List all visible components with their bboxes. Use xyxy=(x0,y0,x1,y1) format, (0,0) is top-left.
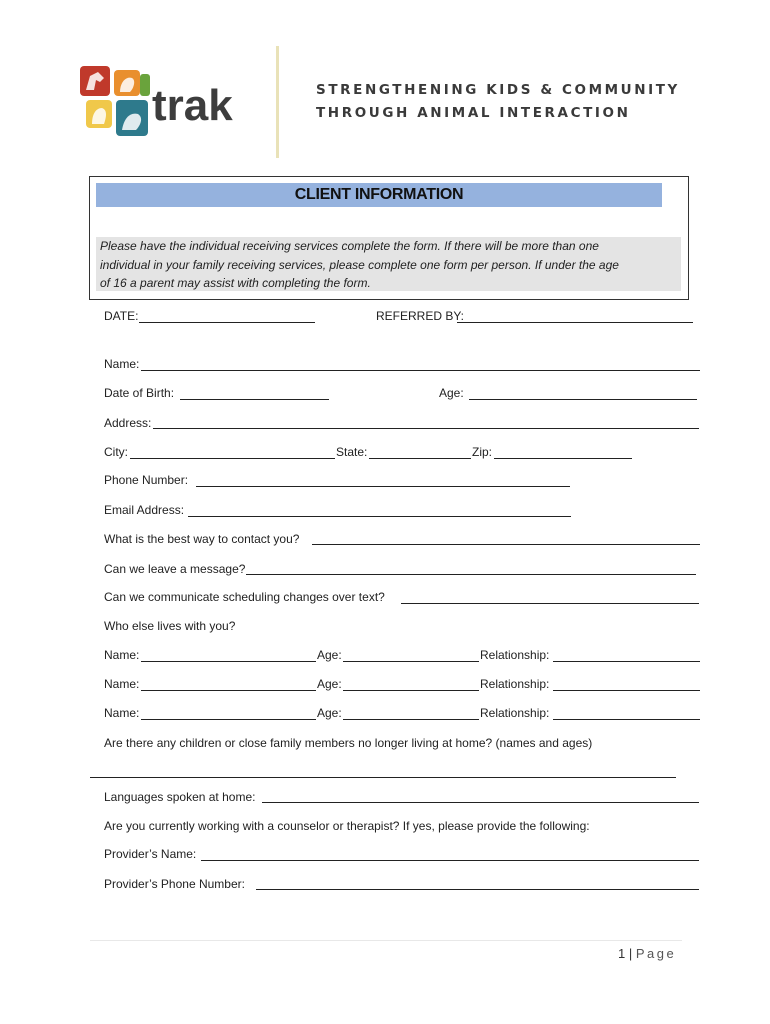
phone-field[interactable] xyxy=(196,486,570,487)
household-age-label: Age: xyxy=(317,648,342,662)
provider-name-field[interactable] xyxy=(201,860,699,861)
contact-way-label: What is the best way to contact you? xyxy=(104,532,300,546)
counselor-question-label: Are you currently working with a counselor or therapist? If yes, please provide the following: xyxy=(104,819,590,833)
household-relationship-label: Relationship: xyxy=(480,706,550,720)
household-name-field[interactable] xyxy=(141,690,316,691)
date-field[interactable] xyxy=(139,322,315,323)
trak-logo xyxy=(78,64,248,142)
household-relationship-label: Relationship: xyxy=(480,677,550,691)
section-title: CLIENT INFORMATION xyxy=(96,183,662,207)
household-age-label: Age: xyxy=(317,677,342,691)
state-label: State: xyxy=(336,445,368,459)
household-name-field[interactable] xyxy=(141,661,316,662)
page-footer xyxy=(618,946,676,961)
address-label: Address: xyxy=(104,416,152,430)
household-name-field[interactable] xyxy=(141,719,316,720)
instructions-line: individual in your family receiving services, please complete one form per person. If under the age xyxy=(100,257,619,272)
dob-field[interactable] xyxy=(180,399,329,400)
address-field[interactable] xyxy=(153,428,699,429)
instructions-line: of 16 a parent may assist with completing the form. xyxy=(100,276,371,290)
city-label: City: xyxy=(104,445,128,459)
household-relationship-field[interactable] xyxy=(553,690,700,691)
children-question-label: Are there any children or close family members no longer living at home? (names and ages) xyxy=(104,736,593,750)
household-relationship-field[interactable] xyxy=(553,661,700,662)
household-relationship-label: Relationship: xyxy=(480,648,550,662)
text-changes-label: Can we communicate scheduling changes over text? xyxy=(104,590,385,604)
age-label: Age: xyxy=(439,386,464,400)
header-divider xyxy=(276,46,279,158)
page-number: 1 xyxy=(618,946,626,961)
household-relationship-field[interactable] xyxy=(553,719,700,720)
contact-way-field[interactable] xyxy=(312,544,700,545)
age-field[interactable] xyxy=(469,399,697,400)
footer-separator xyxy=(90,940,682,941)
instructions-line: Please have the individual receiving services complete the form. If there will be more than one xyxy=(100,239,599,253)
household-name-label: Name: xyxy=(104,648,140,662)
email-field[interactable] xyxy=(188,516,571,517)
languages-label: Languages spoken at home: xyxy=(104,790,256,804)
household-age-field[interactable] xyxy=(343,719,479,720)
dob-label: Date of Birth: xyxy=(104,386,175,400)
leave-message-field[interactable] xyxy=(246,574,696,575)
household-name-label: Name: xyxy=(104,677,140,691)
household-age-field[interactable] xyxy=(343,661,479,662)
languages-field[interactable] xyxy=(262,802,699,803)
household-age-label: Age: xyxy=(317,706,342,720)
tagline-line1: STRENGTHENING KIDS & COMMUNITY xyxy=(316,82,680,98)
date-label: DATE: xyxy=(104,309,139,323)
state-field[interactable] xyxy=(369,458,471,459)
name-label: Name: xyxy=(104,357,140,371)
page-word: Page xyxy=(635,946,677,961)
who-else-label: Who else lives with you? xyxy=(104,619,236,633)
city-field[interactable] xyxy=(130,458,335,459)
phone-label: Phone Number: xyxy=(104,473,189,487)
text-changes-field[interactable] xyxy=(401,603,699,604)
provider-phone-label: Provider’s Phone Number: xyxy=(104,877,245,891)
tagline-line2: THROUGH ANIMAL INTERACTION xyxy=(316,105,631,121)
instructions-block xyxy=(96,237,681,291)
household-name-label: Name: xyxy=(104,706,140,720)
zip-field[interactable] xyxy=(494,458,632,459)
referred-by-field[interactable] xyxy=(457,322,693,323)
household-age-field[interactable] xyxy=(343,690,479,691)
leave-message-label: Can we leave a message? xyxy=(104,562,246,576)
email-label: Email Address: xyxy=(104,503,185,517)
name-field[interactable] xyxy=(141,370,700,371)
referred-by-label: REFERRED BY: xyxy=(376,309,465,323)
client-information-box xyxy=(89,176,689,300)
page-separator: | xyxy=(628,946,633,961)
zip-label: Zip: xyxy=(472,445,493,459)
provider-phone-field[interactable] xyxy=(256,889,699,890)
children-answer-field[interactable] xyxy=(90,777,676,778)
provider-name-label: Provider’s Name: xyxy=(104,847,197,861)
logo-tile-green xyxy=(140,74,150,96)
logo-wordmark: trak xyxy=(152,81,233,130)
